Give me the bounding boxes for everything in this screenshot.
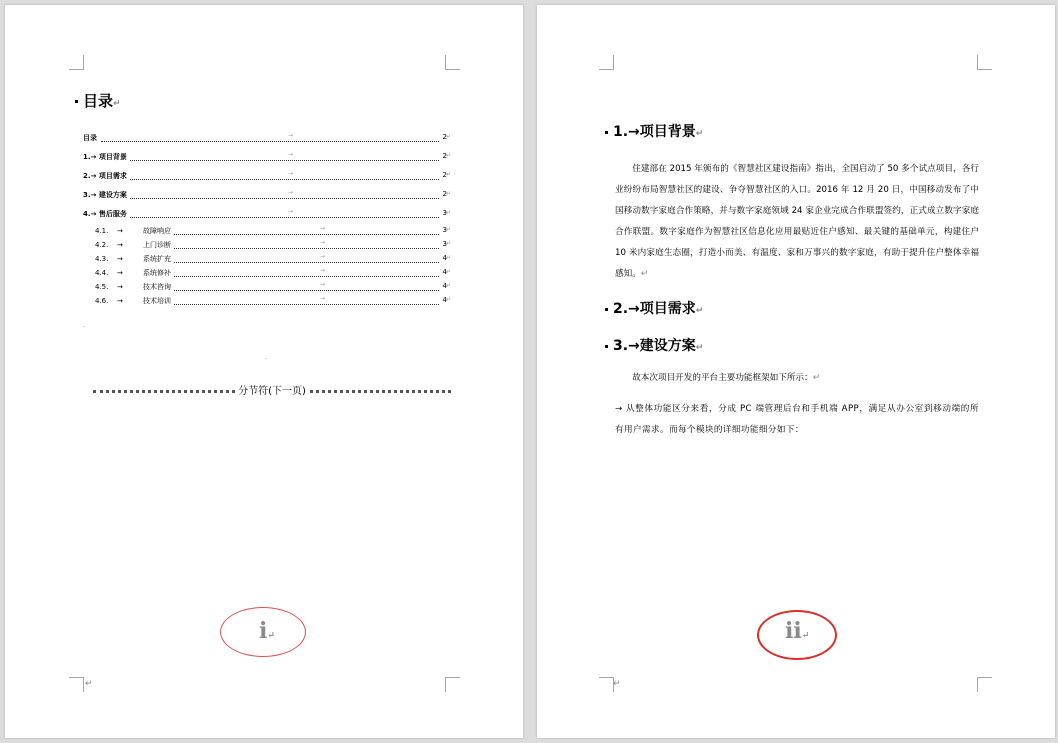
toc-entry-label: 4.→ 售后服务 bbox=[83, 210, 127, 218]
tab-mark: → bbox=[320, 225, 326, 232]
paragraph-mark: ↵ bbox=[445, 226, 451, 233]
toc-subentry[interactable] bbox=[95, 254, 451, 266]
paragraph-mark: ↵ bbox=[445, 240, 451, 247]
toc-leader bbox=[155, 248, 439, 249]
toc-leader bbox=[101, 179, 439, 180]
toc-subentry-label: 4.1. → 故障响应 bbox=[95, 227, 171, 235]
toc-entry-label: 目录 bbox=[83, 134, 97, 142]
heading-bullet bbox=[605, 345, 608, 348]
toc-entry[interactable] bbox=[83, 209, 451, 221]
toc-heading[interactable]: 目录↵ bbox=[75, 90, 121, 111]
crop-mark-top-left bbox=[599, 55, 614, 70]
page-number[interactable]: ii↵ bbox=[785, 618, 810, 644]
heading-bullet bbox=[605, 131, 608, 134]
document-page-1 bbox=[5, 5, 523, 738]
paragraph-mark: ↵ bbox=[445, 209, 451, 216]
heading-bullet bbox=[75, 100, 78, 103]
toc-entry-page: 2 bbox=[442, 171, 447, 179]
toc-entry-label: 2.→ 项目需求 bbox=[83, 172, 127, 180]
toc-subentry-page: 3 bbox=[442, 240, 447, 248]
toc-subentry-label: 4.3. → 系统扩充 bbox=[95, 255, 171, 263]
footer-paragraph-mark: ↵ bbox=[85, 679, 93, 689]
toc-entry[interactable] bbox=[83, 190, 451, 202]
paragraph-platform-intro[interactable]: 故本次项目开发的平台主要功能框架如下所示：↵ bbox=[632, 373, 821, 383]
crop-mark-top-right bbox=[977, 55, 992, 70]
toc-subentry-page: 3 bbox=[442, 226, 447, 234]
paragraph-mark: · bbox=[83, 323, 86, 331]
crop-mark-top-left bbox=[69, 55, 84, 70]
tab-mark: → bbox=[288, 132, 294, 139]
toc-leader bbox=[101, 217, 439, 218]
crop-mark-bottom-left bbox=[69, 677, 84, 692]
tab-mark: → bbox=[320, 239, 326, 246]
paragraph-mark: ↵ bbox=[445, 190, 451, 197]
document-page-2 bbox=[537, 5, 1055, 738]
toc-subentry-page: 4 bbox=[442, 254, 447, 262]
toc-leader bbox=[101, 198, 439, 199]
paragraph-mark: ↵ bbox=[445, 133, 451, 140]
page-number[interactable]: i↵ bbox=[259, 618, 275, 644]
toc-entry[interactable] bbox=[83, 152, 451, 164]
crop-mark-bottom-right bbox=[977, 677, 992, 692]
tab-mark: → bbox=[288, 208, 294, 215]
footer-paragraph-mark: ↵ bbox=[613, 679, 621, 689]
crop-mark-bottom-right bbox=[445, 677, 460, 692]
paragraph-mark: ↵ bbox=[445, 152, 451, 159]
paragraph-mark: ↵ bbox=[445, 171, 451, 178]
toc-subentry-page: 4 bbox=[442, 268, 447, 276]
tab-mark: → bbox=[320, 281, 326, 288]
toc-subentry-label: 4.5. → 技术咨询 bbox=[95, 283, 171, 291]
paragraph-mark: ↵ bbox=[445, 296, 451, 303]
tab-mark: → bbox=[288, 151, 294, 158]
toc-subentry-page: 4 bbox=[442, 282, 447, 290]
crop-mark-bottom-left bbox=[599, 677, 614, 692]
paragraph-mark: ↵ bbox=[445, 282, 451, 289]
paragraph-mark: ↵ bbox=[445, 268, 451, 275]
heading-bullet bbox=[605, 308, 608, 311]
paragraph-mark: · bbox=[265, 355, 268, 363]
toc-leader bbox=[155, 276, 439, 277]
toc-subentry-page: 4 bbox=[442, 296, 447, 304]
tab-mark: → bbox=[288, 170, 294, 177]
toc-leader bbox=[101, 141, 439, 142]
toc-subentry[interactable] bbox=[95, 282, 451, 294]
crop-mark-top-right bbox=[445, 55, 460, 70]
toc-entry-page: 2 bbox=[442, 190, 447, 198]
toc-leader bbox=[155, 290, 439, 291]
toc-subentry[interactable] bbox=[95, 240, 451, 252]
paragraph-function-overview[interactable]: → 从整体功能区分来看，分成 PC 端管理后台和手机端 APP，满足从办公室到移动端的所有用户需求。而每个模块的详细功能细分如下： bbox=[615, 404, 979, 435]
section-break-label: 分节符(下一页) bbox=[238, 386, 306, 397]
toc-entry[interactable] bbox=[83, 171, 451, 183]
tab-mark: → bbox=[320, 267, 326, 274]
heading-construction-plan[interactable]: 3.→建设方案↵ bbox=[605, 335, 703, 355]
toc-entry-label: 1.→ 项目背景 bbox=[83, 153, 127, 161]
heading-project-requirements[interactable]: 2.→项目需求↵ bbox=[605, 298, 703, 318]
tab-mark: → bbox=[320, 295, 326, 302]
toc-leader bbox=[155, 262, 439, 263]
tab-mark: → bbox=[320, 253, 326, 260]
toc-subentry[interactable] bbox=[95, 268, 451, 280]
toc-subentry[interactable] bbox=[95, 226, 451, 238]
paragraph-background[interactable]: 住建部在 2015 年颁布的《智慧社区建设指南》指出，全国启动了 50 多个试点项目，各行业纷纷布局智慧社区的建设、争夺智慧社区的入口。2016 年 12 月 20 日，中国移动发布了中国移动数字家庭合作策略，并与数字家庭领域 24 家企业完成合作联盟签约，正式成立数字家庭合作联盟。数字家庭作为智慧社区信息化应用最贴近住户感知、最关键的基础单元，构建住户 10 米内家庭生态圈，打造小而美、有温度、家和万事兴的数字家庭，有助于提升住户整体幸福感知。↵ bbox=[615, 164, 979, 279]
toc-entry-page: 2 bbox=[442, 152, 447, 160]
toc-leader bbox=[155, 304, 439, 305]
toc-entry[interactable] bbox=[83, 133, 451, 145]
toc-entry-page: 2 bbox=[442, 133, 447, 141]
toc-subentry-label: 4.2. → 上门诊断 bbox=[95, 241, 171, 249]
toc-entry-page: 3 bbox=[442, 209, 447, 217]
paragraph-mark: ↵ bbox=[445, 254, 451, 261]
section-break[interactable] bbox=[93, 382, 451, 396]
toc-leader bbox=[155, 234, 439, 235]
heading-project-background[interactable]: 1.→项目背景↵ bbox=[605, 121, 703, 141]
toc-subentry-label: 4.4. → 系统修补 bbox=[95, 269, 171, 277]
toc-subentry-label: 4.6. → 技术培训 bbox=[95, 297, 171, 305]
tab-mark: → bbox=[288, 189, 294, 196]
toc-leader bbox=[101, 160, 439, 161]
toc-subentry[interactable] bbox=[95, 296, 451, 308]
toc-entry-label: 3.→ 建设方案 bbox=[83, 191, 127, 199]
